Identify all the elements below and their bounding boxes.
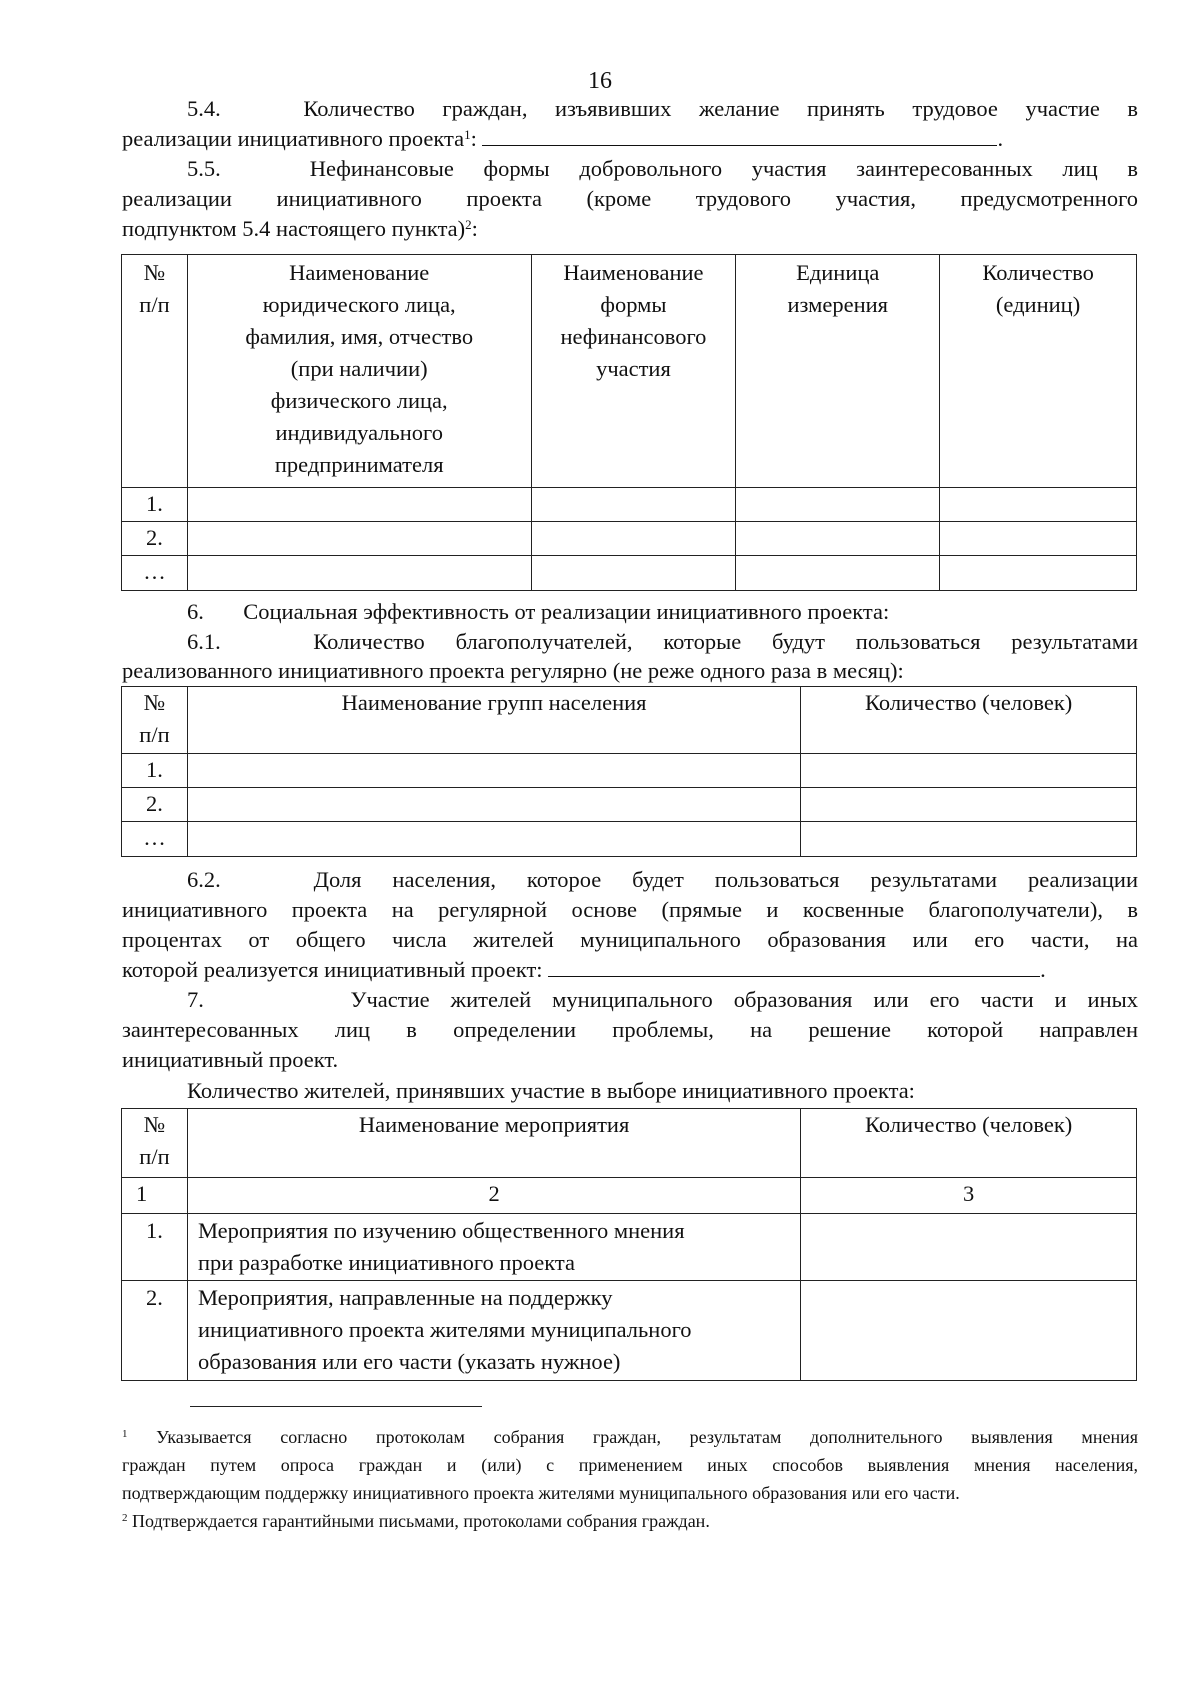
section-6-2-line-3: процентах от общего числа жителей муниципального образования или его части, на bbox=[122, 927, 1138, 952]
row-number: 2. bbox=[122, 788, 188, 822]
table-row bbox=[122, 788, 1137, 822]
table-cell[interactable] bbox=[736, 522, 940, 556]
header-text: № bbox=[143, 260, 166, 285]
table-cell[interactable] bbox=[940, 522, 1137, 556]
header-text: № bbox=[143, 1112, 166, 1137]
header-text: Количество bbox=[982, 260, 1094, 285]
table-cell[interactable] bbox=[736, 488, 940, 522]
header-cell-unit bbox=[736, 255, 940, 488]
section-7-line-3: инициативный проект. bbox=[122, 1047, 339, 1072]
table-cell[interactable] bbox=[531, 556, 736, 591]
header-text: фамилия, имя, отчество bbox=[245, 324, 474, 349]
header-text: измерения bbox=[787, 292, 889, 317]
section-number: 5.4. bbox=[187, 96, 221, 121]
event-name-cell bbox=[187, 1281, 800, 1381]
header-cell-name bbox=[187, 255, 531, 488]
table-cell[interactable] bbox=[531, 488, 736, 522]
section-6-2-line-4 bbox=[122, 955, 1138, 985]
section-6-1-line-1 bbox=[187, 627, 1138, 657]
header-text: п/п bbox=[139, 722, 170, 747]
table-cell[interactable] bbox=[940, 556, 1137, 591]
table-cell[interactable] bbox=[187, 788, 800, 822]
paragraph-text: Доля населения, которое будет пользоваться результатами реализации bbox=[313, 867, 1138, 892]
footnote-separator bbox=[190, 1406, 482, 1407]
table-row bbox=[122, 754, 1137, 788]
footnote-marker: 1 bbox=[122, 1428, 128, 1440]
cell-text: при разработке инициативного проекта bbox=[197, 1250, 575, 1275]
table-row bbox=[122, 1281, 1137, 1381]
header-cell-number bbox=[122, 255, 188, 488]
row-number: 1. bbox=[122, 754, 188, 788]
table-row bbox=[122, 822, 1137, 857]
row-number: 1. bbox=[122, 1214, 188, 1281]
header-text: п/п bbox=[139, 292, 170, 317]
period: . bbox=[1040, 957, 1046, 982]
paragraph-text: Участие жителей муниципального образования или его части и иных bbox=[350, 987, 1139, 1012]
column-number: 3 bbox=[801, 1178, 1137, 1214]
paragraph-text: реализации инициативного проекта bbox=[122, 126, 465, 151]
section-number: 6.2. bbox=[187, 867, 221, 892]
paragraph-text: Количество граждан, изъявивших желание принять трудовое участие в bbox=[303, 96, 1138, 121]
section-5-5-line-2: реализации инициативного проекта (кроме трудового участия, предусмотренного bbox=[122, 186, 1138, 211]
column-number-row bbox=[122, 1178, 1137, 1214]
header-text: Наименование bbox=[563, 260, 704, 285]
page-number: 16 bbox=[588, 68, 612, 94]
table-cell[interactable] bbox=[187, 522, 531, 556]
section-7-line-4: Количество жителей, принявших участие в выборе инициативного проекта: bbox=[187, 1078, 915, 1103]
row-number: 2. bbox=[122, 522, 188, 556]
header-text: индивидуального bbox=[275, 420, 443, 445]
header-text: Единица bbox=[796, 260, 880, 285]
paragraph-text: Социальная эффективность от реализации инициативного проекта: bbox=[243, 599, 890, 624]
nonfinancial-participation-table bbox=[121, 254, 1137, 591]
paragraph-text: которой реализуется инициативный проект: bbox=[122, 957, 543, 982]
cell-text: Мероприятия, направленные на поддержку bbox=[197, 1285, 613, 1310]
section-6-1-line-2: реализованного инициативного проекта регулярно (не реже одного раза в месяц): bbox=[122, 658, 904, 683]
header-text: № bbox=[143, 690, 166, 715]
colon: : bbox=[471, 216, 478, 241]
header-text: формы bbox=[600, 292, 667, 317]
section-number: 7. bbox=[187, 987, 204, 1012]
header-text: (единиц) bbox=[995, 292, 1081, 317]
table-header-row bbox=[122, 687, 1137, 754]
table-cell[interactable] bbox=[187, 556, 531, 591]
table-header-row bbox=[122, 255, 1137, 488]
table-cell[interactable] bbox=[940, 488, 1137, 522]
header-text: п/п bbox=[139, 1144, 170, 1169]
footnote-text: Подтверждается гарантийными письмами, протоколами собрания граждан. bbox=[132, 1511, 710, 1531]
column-number: 1 bbox=[122, 1178, 188, 1214]
section-5-5-line-3 bbox=[122, 214, 1138, 244]
event-name-cell bbox=[187, 1214, 800, 1281]
row-number: … bbox=[122, 822, 188, 857]
section-7-line-1 bbox=[187, 985, 1138, 1015]
paragraph-text: подпунктом 5.4 настоящего пункта) bbox=[122, 216, 466, 241]
section-5-5-line-1 bbox=[187, 154, 1138, 184]
header-text: Наименование bbox=[289, 260, 430, 285]
header-cell-number bbox=[122, 687, 188, 754]
table-cell[interactable] bbox=[801, 754, 1137, 788]
paragraph-text: Количество благополучателей, которые будут пользоваться результатами bbox=[313, 629, 1138, 654]
row-number: 1. bbox=[122, 488, 188, 522]
footnote-ref: 1 bbox=[464, 127, 471, 142]
period: . bbox=[997, 126, 1004, 151]
section-6-2-line-1 bbox=[187, 865, 1138, 895]
colon: : bbox=[470, 126, 477, 151]
footnote-text: Указывается согласно протоколам собрания граждан, результатам дополнительного выявления мнения bbox=[156, 1427, 1138, 1447]
paragraph-text: Нефинансовые формы добровольного участия заинтересованных лиц в bbox=[309, 156, 1138, 181]
header-text: участия bbox=[596, 356, 671, 381]
footnote-ref: 2 bbox=[465, 217, 472, 232]
section-6-2-line-2: инициативного проекта на регулярной основе (прямые и косвенные благополучатели), в bbox=[122, 897, 1138, 922]
header-cell-event-name: Наименование мероприятия bbox=[187, 1109, 800, 1178]
footnote-1-line-2: граждан путем опроса граждан и (или) с применением иных способов выявления мнения населения, bbox=[122, 1455, 1138, 1475]
row-number: 2. bbox=[122, 1281, 188, 1381]
header-text: нефинансового bbox=[560, 324, 707, 349]
header-cell-quantity bbox=[940, 255, 1137, 488]
section-5-4-line-2 bbox=[122, 124, 1138, 154]
count-cell[interactable] bbox=[801, 1214, 1137, 1281]
section-5-4-line-1 bbox=[187, 94, 1138, 124]
table-row bbox=[122, 522, 1137, 556]
table-cell[interactable] bbox=[531, 522, 736, 556]
table-row bbox=[122, 488, 1137, 522]
table-cell[interactable] bbox=[187, 754, 800, 788]
cell-text: образования или его части (указать нужное) bbox=[197, 1349, 621, 1374]
beneficiaries-table bbox=[121, 686, 1137, 857]
header-text: (при наличии) bbox=[290, 356, 428, 381]
section-number: 6. bbox=[187, 599, 204, 624]
section-number: 5.5. bbox=[187, 156, 221, 181]
header-text: физического лица, bbox=[270, 388, 448, 413]
footnote-marker: 2 bbox=[122, 1512, 128, 1524]
section-6-heading bbox=[187, 597, 1138, 627]
table-header-row bbox=[122, 1109, 1137, 1178]
table-row bbox=[122, 1214, 1137, 1281]
table-cell[interactable] bbox=[187, 488, 531, 522]
section-7-line-2: заинтересованных лиц в определении проблемы, на решение которой направлен bbox=[122, 1017, 1138, 1042]
header-cell-count: Количество (человек) bbox=[801, 1109, 1137, 1178]
footnote-1-line-1 bbox=[122, 1423, 1138, 1451]
header-cell-number bbox=[122, 1109, 188, 1178]
participation-events-table bbox=[121, 1108, 1137, 1381]
cell-text: инициативного проекта жителями муниципального bbox=[197, 1317, 692, 1342]
header-text: юридического лица, bbox=[262, 292, 456, 317]
row-number: … bbox=[122, 556, 188, 591]
table-cell[interactable] bbox=[187, 822, 800, 857]
footnote-2 bbox=[122, 1507, 1138, 1535]
labor-participants-field[interactable] bbox=[482, 125, 997, 146]
table-cell[interactable] bbox=[736, 556, 940, 591]
header-cell-group-name: Наименование групп населения bbox=[187, 687, 800, 754]
header-text: предпринимателя bbox=[274, 452, 444, 477]
header-cell-form bbox=[531, 255, 736, 488]
header-cell-count: Количество (человек) bbox=[801, 687, 1137, 754]
table-cell[interactable] bbox=[801, 788, 1137, 822]
table-cell[interactable] bbox=[801, 822, 1137, 857]
population-share-field[interactable] bbox=[548, 956, 1040, 977]
column-number: 2 bbox=[187, 1178, 800, 1214]
section-number: 6.1. bbox=[187, 629, 221, 654]
count-cell[interactable] bbox=[801, 1281, 1137, 1381]
table-row bbox=[122, 556, 1137, 591]
footnote-1-line-3: подтверждающим поддержку инициативного проекта жителями муниципального образования или его части. bbox=[122, 1483, 960, 1503]
cell-text: Мероприятия по изучению общественного мнения bbox=[197, 1218, 685, 1243]
